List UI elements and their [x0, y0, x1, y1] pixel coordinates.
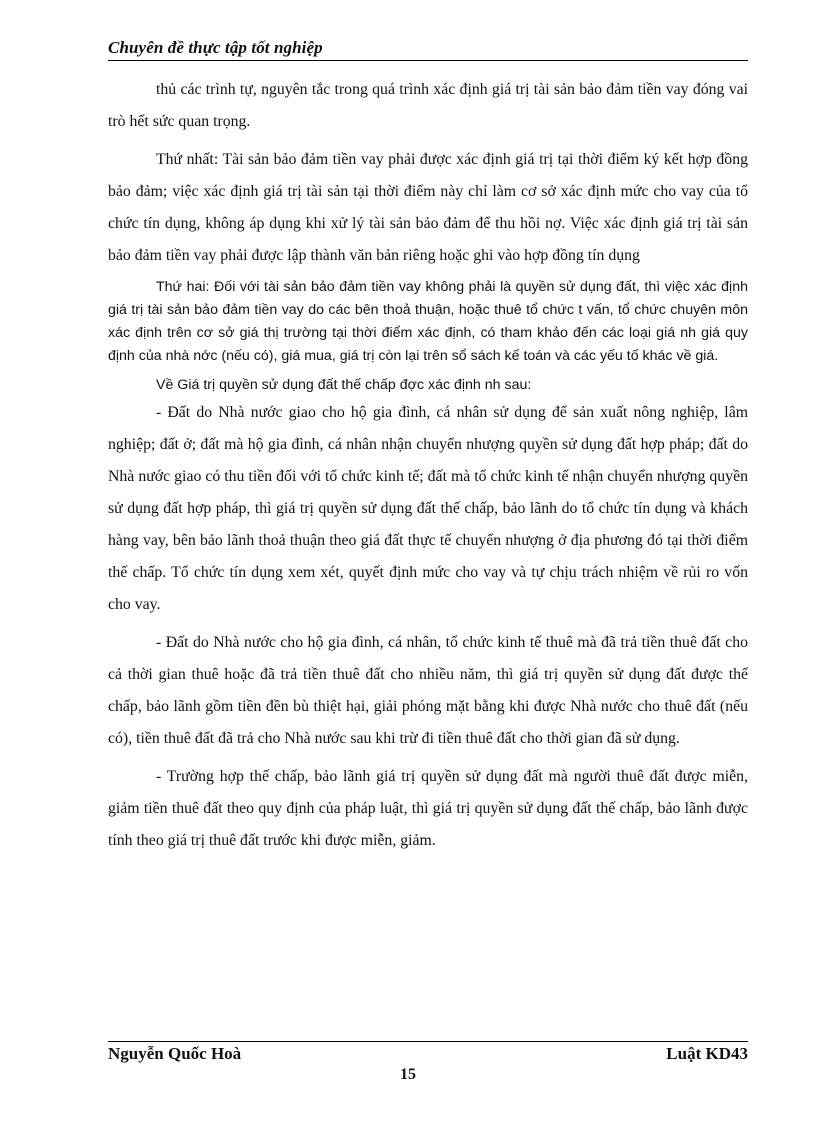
- paragraph-dat-nha-nuoc-giao: - Đất do Nhà nước giao cho hộ gia đình, cá nhân sử dụng để sản xuất nông nghiệp, lâm nghiệp; đất ở; đất mà hộ gia đình, cá nhân nhận chuyển nhượng quyền sử dụng đất hợp pháp; đất do Nhà nước giao có thu tiền đối với tổ chức kinh tế; đất mà tổ chức kinh tế nhận chuyển nhượng quyền sử dụng đất hợp pháp, thì giá trị quyền sử dụng đất thế chấp, bảo lãnh do tổ chức tín dụng và khách hàng vay, bên bảo lãnh thoả thuận theo giá đất thực tế chuyển nhượng ở địa phương đó tại thời điểm thế chấp. Tổ chức tín dụng xem xét, quyết định mức cho vay và tự chịu trách nhiệm về rủi ro vốn cho vay.: [108, 404, 748, 613]
- paragraph-thu-nhat: Thứ nhất: Tài sản bảo đảm tiền vay phải được xác định giá trị tại thời điểm ký kết hợp đồng bảo đảm; việc xác định giá trị tài sản tại thời điểm này chỉ làm cơ sở xác định mức cho vay của tổ chức tín dụng, không áp dụng khi xử lý tài sản bảo đảm để thu hồi nợ. Việc xác định giá trị tài sản bảo đảm tiền vay phải được lập thành văn bản riêng hoặc ghi vào hợp đồng tín dụng: [108, 151, 748, 264]
- document-body: [108, 74, 748, 857]
- footer-divider: [108, 1041, 748, 1042]
- paragraph-dat-nha-nuoc-cho-thue: - Đất do Nhà nước cho hộ gia đình, cá nhân, tổ chức kinh tế thuê mà đã trả tiền thuê đất cho cả thời gian thuê hoặc đã trả tiền thuê đất cho nhiều năm, thì giá trị quyền sử dụng đất được thế chấp, bảo lãnh gồm tiền đền bù thiệt hại, giải phóng mặt bằng khi được Nhà nước cho thuê đất (nếu có), tiền thuê đất đã trả cho Nhà nước sau khi trừ đi tiền thuê đất cho thời gian đã sử dụng.: [108, 634, 748, 747]
- paragraph-gia-tri-quyen-su-dung-dat: Về Giá trị quyền sử dụng đất thế chấp đợc xác định nh sau:: [156, 377, 532, 393]
- page-footer: [108, 1044, 748, 1064]
- footer-class: Luật KD43: [666, 1044, 748, 1063]
- paragraph-truong-hop-mien-giam: - Trường hợp thế chấp, bảo lãnh giá trị quyền sử dụng đất mà người thuê đất được miễn, giảm tiền thuê đất theo quy định của pháp luật, thì giá trị quyền sử dụng đất thế chấp, bảo lãnh được tính theo giá trị thuê đất trước khi được miễn, giảm.: [108, 768, 748, 849]
- paragraph-intro-continuation: thủ các trình tự, nguyên tắc trong quá trình xác định giá trị tài sản bảo đảm tiền vay đóng vai trò hết sức quan trọng.: [108, 81, 748, 130]
- page-header: [108, 38, 748, 61]
- paragraph-thu-hai: Thứ hai: Đối với tài sản bảo đảm tiền vay không phải là quyền sử dụng đất, thì việc xác định giá trị tài sản bảo đảm tiền vay do các bên thoả thuận, hoặc thuê tổ chức t vấn, tổ chức chuyên môn xác định trên cơ sở giá thị trường tại thời điểm xác định, có tham khảo đến các loại giá nh giá quy định của nhà nớc (nếu có), giá mua, giá trị còn lại trên sổ sách kế toán và các yếu tố khác về giá.: [108, 279, 748, 364]
- page-number: 15: [400, 1066, 416, 1083]
- header-title: Chuyên đề thực tập tốt nghiệp: [108, 38, 323, 57]
- footer-author: Nguyễn Quốc Hoà: [108, 1044, 242, 1063]
